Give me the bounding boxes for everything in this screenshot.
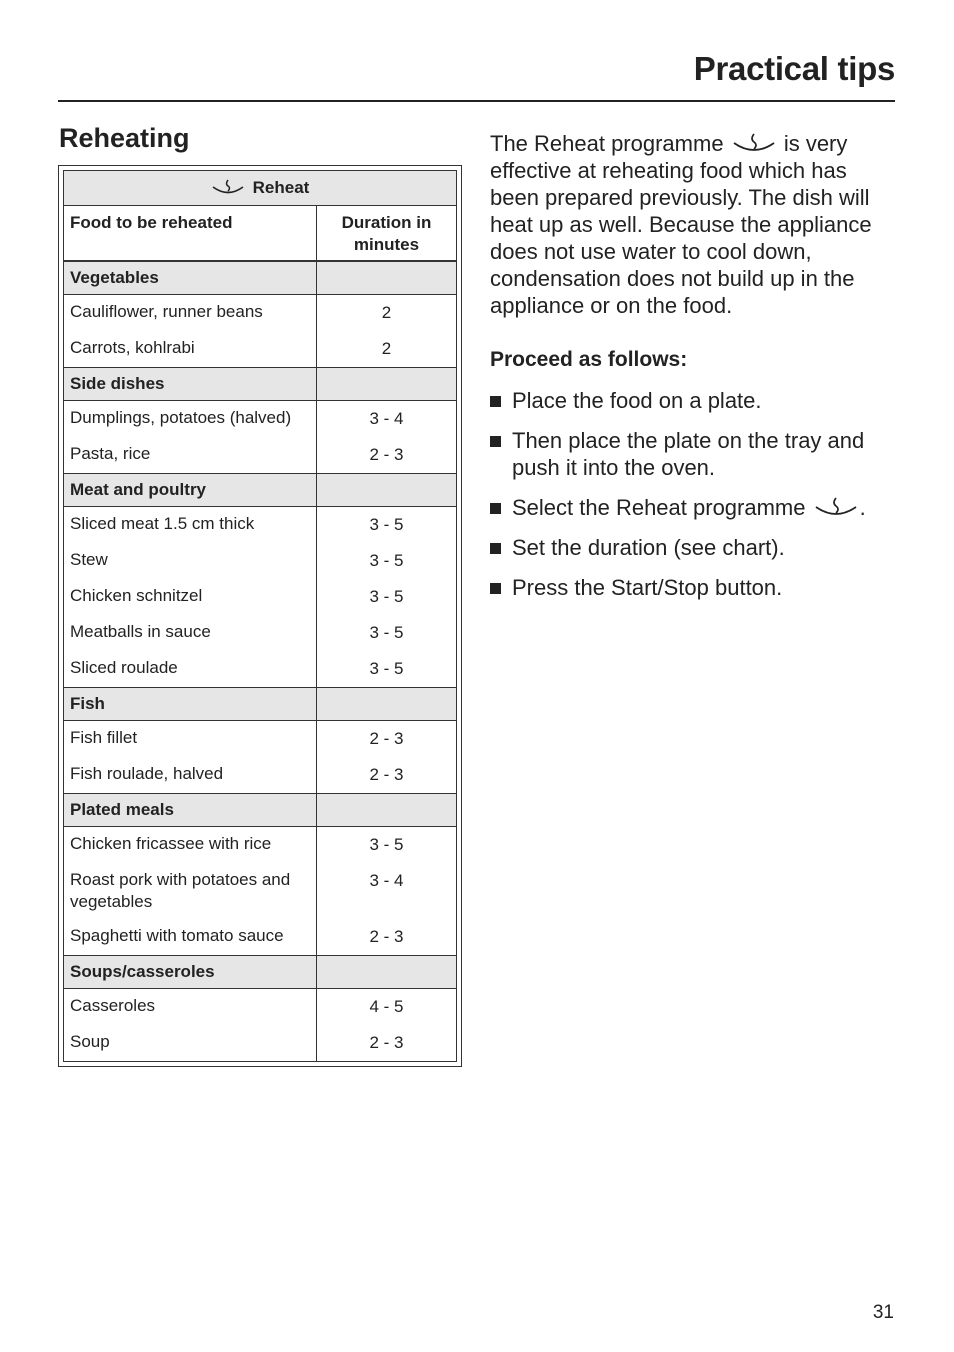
category-label: Plated meals [64,794,317,827]
category-duration-blank [317,794,457,827]
duration-cell [317,651,457,688]
duration-value: 3 - 5 [369,515,404,534]
step-text: Press the Start/Stop button. [512,575,783,600]
category-label: Vegetables [64,261,317,295]
category-duration-blank [317,368,457,401]
table-programme-label: Reheat [252,178,310,197]
table-row [64,543,457,579]
step-item [490,387,900,414]
column-header-food: Food to be reheated [64,206,317,262]
duration-cell [317,437,457,474]
bullet-square-icon [490,583,501,594]
table-row [64,437,457,474]
food-cell [64,331,317,368]
table-row [64,615,457,651]
duration-cell [317,989,457,1026]
table-row [64,507,457,544]
category-label: Fish [64,688,317,721]
food-name: Chicken schnitzel [70,586,203,605]
food-name: Meatballs in sauce [70,622,211,641]
duration-cell [317,919,457,956]
steps-list [490,387,900,601]
food-name: Fish fillet [70,728,138,747]
column-header-duration: Duration in minutes [317,206,457,262]
food-name: Dumplings, potatoes (halved) [70,408,292,427]
duration-cell [317,863,457,919]
category-row [64,474,457,507]
food-cell [64,989,317,1026]
table-row [64,721,457,758]
reheat-programme-icon [732,133,776,155]
food-cell [64,919,317,956]
food-name: Soup [70,1032,110,1051]
food-name: Sliced roulade [70,658,178,677]
category-row [64,956,457,989]
table-row [64,757,457,794]
duration-value: 2 - 3 [369,445,404,464]
reheat-table-frame [58,165,462,1067]
bullet-square-icon [490,543,501,554]
intro-paragraph [490,130,900,319]
food-cell [64,615,317,651]
duration-value: 3 - 5 [369,587,404,606]
duration-cell [317,543,457,579]
step-suffix: . [859,495,866,520]
food-name: Casseroles [70,996,156,1015]
step-text: Place the food on a plate. [512,388,762,413]
table-row [64,863,457,919]
bullet-square-icon [490,503,501,514]
food-cell [64,757,317,794]
page-number: 31 [872,1302,894,1323]
table-row [64,651,457,688]
duration-cell [317,331,457,368]
step-item [490,534,900,561]
food-cell [64,1025,317,1062]
food-cell [64,507,317,544]
category-duration-blank [317,474,457,507]
table-row [64,989,457,1026]
duration-cell [317,579,457,615]
food-name: Sliced meat 1.5 cm thick [70,514,255,533]
duration-value: 2 - 3 [369,1033,404,1052]
duration-value: 4 - 5 [369,997,404,1016]
food-cell [64,295,317,332]
food-name: Roast pork with potatoes and vegetables [70,870,291,911]
category-row [64,261,457,295]
food-name: Cauliflower, runner beans [70,302,263,321]
table-row [64,827,457,864]
category-row [64,688,457,721]
food-cell [64,543,317,579]
duration-value: 3 - 4 [369,409,404,428]
duration-cell [317,507,457,544]
duration-value: 2 - 3 [369,927,404,946]
table-row [64,1025,457,1062]
table-column-headers [64,206,457,262]
table-row [64,579,457,615]
food-cell [64,437,317,474]
duration-value: 2 [381,339,392,358]
food-name: Fish roulade, halved [70,764,224,783]
duration-value: 2 [381,303,392,322]
page-header-title: Practical tips [693,50,895,87]
duration-cell [317,615,457,651]
duration-cell [317,295,457,332]
step-item [490,427,900,481]
duration-cell [317,1025,457,1062]
duration-value: 2 - 3 [369,729,404,748]
food-cell [64,721,317,758]
food-name: Spaghetti with tomato sauce [70,926,284,945]
intro-text-before: The Reheat programme [490,131,724,156]
duration-value: 3 - 5 [369,659,404,678]
step-text: Then place the plate on the tray and push it into the oven. [512,428,865,480]
food-name: Pasta, rice [70,444,151,463]
duration-value: 3 - 4 [369,871,404,890]
section-title: Reheating [59,123,190,153]
intro-text-after: is very effective at reheating food which has been prepared previously. The dish will heat up as well. Because the appliance does not use water to cool down, condensation does not build up in the appliance or on the food. [490,131,872,318]
reheat-programme-icon [211,178,245,196]
table-programme-header [64,171,457,206]
category-label: Meat and poultry [64,474,317,507]
food-cell [64,863,317,919]
table-row [64,295,457,332]
duration-cell [317,827,457,864]
category-label: Soups/casseroles [64,956,317,989]
duration-value: 2 - 3 [369,765,404,784]
bullet-square-icon [490,396,501,407]
food-cell [64,827,317,864]
category-duration-blank [317,261,457,295]
category-row [64,368,457,401]
reheat-programme-icon [814,497,858,519]
table-row [64,401,457,438]
duration-cell [317,757,457,794]
duration-value: 3 - 5 [369,623,404,642]
food-cell [64,579,317,615]
duration-cell [317,401,457,438]
duration-cell [317,721,457,758]
table-row [64,331,457,368]
table-row [64,919,457,956]
food-name: Stew [70,550,108,569]
step-item [490,574,900,601]
category-duration-blank [317,688,457,721]
food-name: Carrots, kohlrabi [70,338,195,357]
food-name: Chicken fricassee with rice [70,834,272,853]
food-cell [64,401,317,438]
reheat-table [63,170,457,1062]
category-duration-blank [317,956,457,989]
proceed-heading: Proceed as follows: [490,348,688,371]
category-row [64,794,457,827]
instructions-column [490,130,900,614]
step-text: Select the Reheat programme [512,495,806,520]
category-label: Side dishes [64,368,317,401]
step-text: Set the duration (see chart). [512,535,785,560]
duration-value: 3 - 5 [369,551,404,570]
food-cell [64,651,317,688]
header-divider [58,100,895,102]
bullet-square-icon [490,436,501,447]
duration-value: 3 - 5 [369,835,404,854]
step-item [490,494,900,521]
